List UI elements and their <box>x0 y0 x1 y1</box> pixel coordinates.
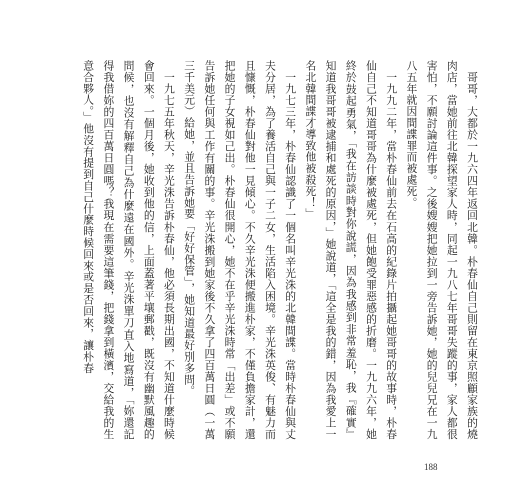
vertical-text-body <box>42 60 482 440</box>
paragraph-3: 一九七三年，朴春仙認識了一個名叫辛光洙的北韓間諜。當時朴春仙與丈夫分居，為了養活自己與一子二女，生活陷入困境。辛光洙英俊、有魅力而且慷慨，朴春仙對他一見傾心。不久辛光洙便搬進朴家，不僅負擔家計，還把她的子女視如己出。朴春仙很開心，她不在乎辛光洙時常「出差」或不願告訴她任何與工作有關的事。辛光洙搬到她家後不久拿了四百萬日圓（一萬三千美元）給她，並且告訴她要「好好保管」，她知道最好別多問。 <box>183 60 298 440</box>
page-number: 188 <box>424 462 438 472</box>
paragraph-2: 一九九二年，當朴春仙前去在石高的紀錄片拍攝起她哥哥的故事時，朴春仙自己不知道哥哥為什麼被處死，但她飽受罪惡感的折磨。一九九六年，她終於鼓起勇氣，「我在訪談時對你說謊，因為我感到非常羞恥，我『確實』知道我哥哥被逮捕和處死的原因，」她說道，「這全是我的錯，因為我愛上一名北韓間諜才導致他被殺死！」 <box>304 60 399 440</box>
paragraph-1: 哥哥，大都於一九六四年返回北韓。朴春仙自己則留在東京照顧家族的燒肉店，當她前往北韓探望家人時，同起一九八七年哥哥失蹤的事，家人都很害怕，不願討論這件事。之後嫂嫂把她拉到一旁告訴她，她的兒兒兄在一九八五年就因間諜罪而被處死。 <box>405 60 479 440</box>
paragraph-4: 一九七五年秋天，辛光洙告訴朴春仙，他必須長期出國，不知道什麼時候會回來。一個月後，她收到他的信，上面蓋著平壤郵戳，既沒有幽默風趣的問候，也沒有解釋自己為什麼遠在國外。辛光洙單刀直入地寫道，「妳還記得我借妳的四百萬日圓嗎？我現在需要這筆錢，把錢拿到橫濱，交給我的生意合夥人。」他沒有提到自己什麼時候回來或是否回來，讓朴春 <box>82 60 176 440</box>
